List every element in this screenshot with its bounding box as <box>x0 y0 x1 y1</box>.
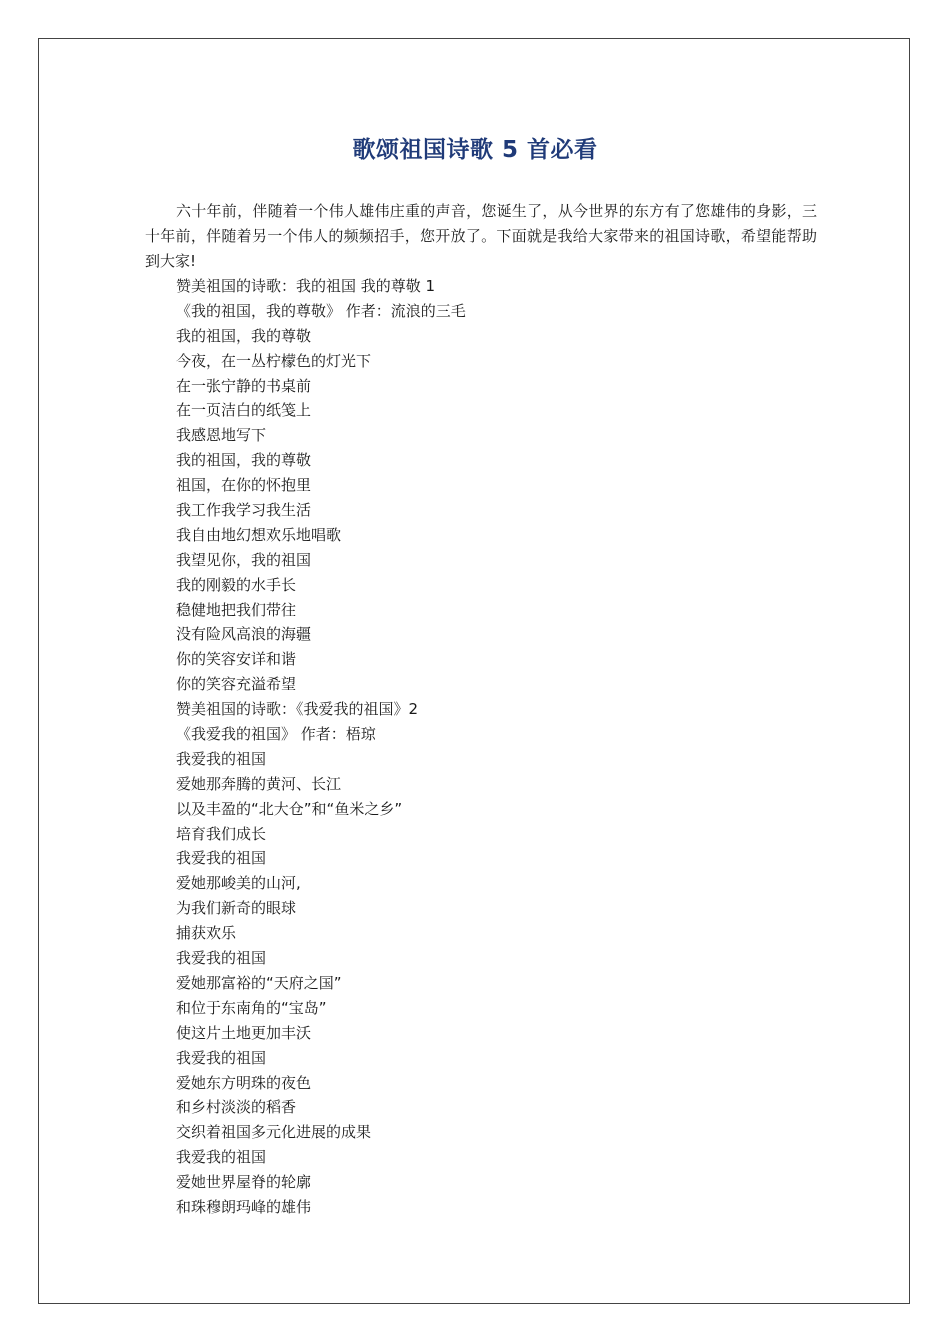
poem-line: 在一张宁静的书桌前 <box>176 376 312 395</box>
poem-line: 我爱我的祖国 <box>176 949 267 968</box>
poem-line: 捕获欢乐 <box>176 924 237 943</box>
poem-line: 祖国，在你的怀抱里 <box>176 476 312 495</box>
poem-line: 交织着祖国多元化进展的成果 <box>176 1123 372 1142</box>
intro-paragraph: 六十年前，伴随着一个伟人雄伟庄重的声音，您诞生了，从今世界的东方有了您雄伟的身影，三十年前，伴随着另一个伟人的频频招手，您开放了。下面就是我给大家带来的祖国诗歌，希望能帮助到大家! <box>145 202 817 270</box>
poem-line: 我爱我的祖国 <box>176 749 267 768</box>
document-title: 歌颂祖国诗歌 5 首必看 <box>352 137 598 163</box>
poem-line: 你的笑容安详和谐 <box>176 650 297 669</box>
poem-line: 我的刚毅的水手长 <box>176 575 297 594</box>
poem-line: 爱她那峻美的山河, <box>176 874 301 893</box>
poem-line: 在一页洁白的纸笺上 <box>176 401 312 420</box>
poem-line: 以及丰盈的“北大仓”和“鱼米之乡” <box>176 799 403 818</box>
poem-line: 我爱我的祖国 <box>176 849 267 868</box>
poem-line: 和位于东南角的“宝岛” <box>176 998 327 1017</box>
poem-line: 培育我们成长 <box>176 824 267 843</box>
poem-line: 爱她那富裕的“天府之国” <box>176 973 342 992</box>
poem-line: 赞美祖国的诗歌：《我爱我的祖国》2 <box>176 700 419 719</box>
poem-line: 没有险风高浪的海疆 <box>176 625 312 644</box>
poem-line: 和乡村淡淡的稻香 <box>176 1098 297 1117</box>
poem-line: 爱她东方明珠的夜色 <box>176 1073 312 1092</box>
poem-line: 为我们新奇的眼球 <box>176 899 297 918</box>
poem-line: 和珠穆朗玛峰的雄伟 <box>176 1197 312 1216</box>
poem-line: 《我的祖国，我的尊敬》 作者：流浪的三毛 <box>176 301 466 320</box>
poem-line: 今夜，在一丛柠檬色的灯光下 <box>176 351 372 370</box>
poem-line: 赞美祖国的诗歌：我的祖国 我的尊敬 1 <box>176 277 436 295</box>
poem-line: 爱她世界屋脊的轮廓 <box>176 1173 312 1192</box>
poem-line: 稳健地把我们带往 <box>176 600 297 619</box>
poem-line: 我自由地幻想欢乐地唱歌 <box>176 525 342 544</box>
poem-line: 爱她那奔腾的黄河、长江 <box>176 774 342 793</box>
poem-line: 我感恩地写下 <box>176 426 267 445</box>
poem-line: 我爱我的祖国 <box>176 1148 267 1167</box>
poem-line: 你的笑容充溢希望 <box>176 675 297 694</box>
poem-line: 使这片土地更加丰沃 <box>176 1023 312 1042</box>
poem-line: 我工作我学习我生活 <box>176 501 312 520</box>
poem-lines <box>176 274 466 1220</box>
poem-line: 我爱我的祖国 <box>176 1048 267 1067</box>
poem-line: 《我爱我的祖国》 作者：梧琼 <box>176 725 376 744</box>
poem-line: 我的祖国，我的尊敬 <box>176 326 312 345</box>
poem-line: 我望见你，我的祖国 <box>176 550 312 569</box>
poem-line: 我的祖国，我的尊敬 <box>176 451 312 470</box>
